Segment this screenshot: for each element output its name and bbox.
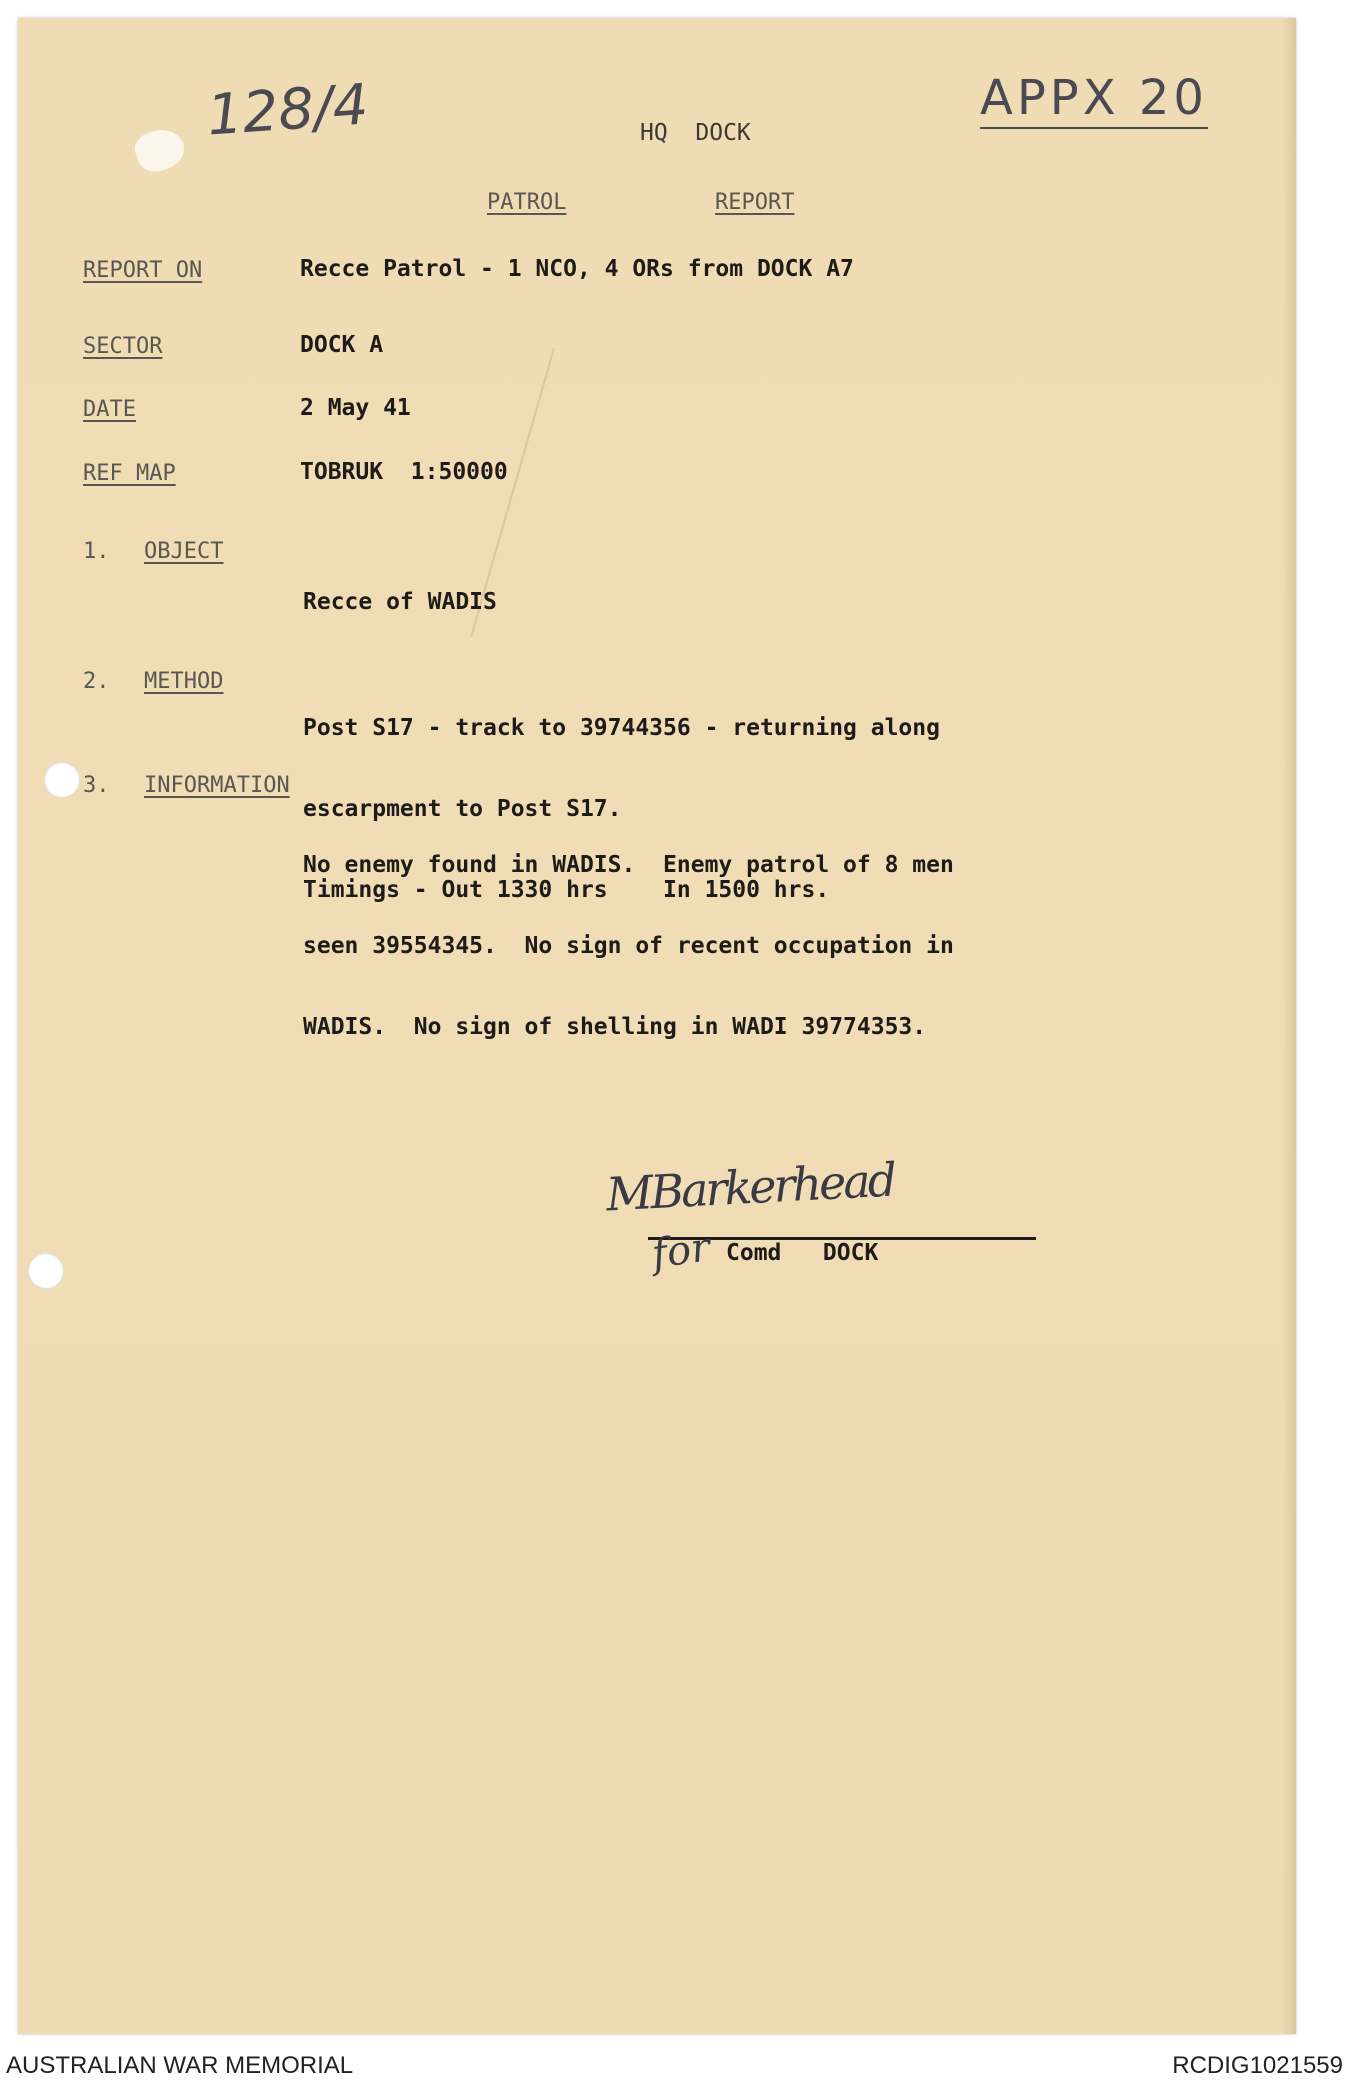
page-edge-shadow <box>1282 18 1296 2034</box>
field-value-date: 2 May 41 <box>300 395 411 421</box>
section-number-method: 2. <box>83 669 110 694</box>
field-label-date: DATE <box>83 397 136 422</box>
section-body-information <box>303 798 954 1068</box>
section-label-information: INFORMATION <box>144 773 290 798</box>
signatory-title: Comd DOCK <box>726 1240 879 1266</box>
field-value-ref-map: TOBRUK 1:50000 <box>300 459 508 485</box>
title-word-patrol: PATROL <box>487 190 567 215</box>
field-value-sector: DOCK A <box>300 332 384 358</box>
section-number-object: 1. <box>83 539 110 564</box>
field-label-report-on: REPORT ON <box>83 258 203 283</box>
text-line: No enemy found in WADIS. Enemy patrol of 8 men <box>303 852 954 878</box>
punch-hole-lower <box>28 1253 64 1289</box>
field-label-ref-map: REF MAP <box>83 461 176 486</box>
text-line: Timings - Out 1330 hrs In 1500 hrs. <box>303 877 830 903</box>
section-label-object: OBJECT <box>144 539 224 564</box>
field-label-sector: SECTOR <box>83 334 163 359</box>
for-handwritten: for <box>649 1224 713 1278</box>
appendix-label-handwritten: APPX 20 <box>980 72 1208 129</box>
text-line: Recce of WADIS <box>303 589 497 615</box>
field-value-report-on: Recce Patrol - 1 NCO, 4 ORs from DOCK A7 <box>300 256 854 282</box>
text-line: escarpment to Post S17. <box>303 796 622 822</box>
tape-residue <box>131 123 190 177</box>
text-line: seen 39554345. No sign of recent occupation in <box>303 933 954 959</box>
punch-hole-upper <box>44 762 80 798</box>
title-word-report: REPORT <box>715 190 795 215</box>
footer-record-id: RCDIG1021559 <box>1172 2052 1343 2079</box>
signature: MBarkerhead <box>604 1152 896 1222</box>
section-label-method: METHOD <box>144 669 224 694</box>
footer-source: AUSTRALIAN WAR MEMORIAL <box>6 2052 354 2079</box>
unit-heading: HQ DOCK <box>640 120 751 146</box>
file-number-handwritten: 128/4 <box>204 72 371 149</box>
text-line: WADIS. No sign of shelling in WADI 39774353. <box>303 1014 927 1040</box>
section-number-information: 3. <box>83 773 110 798</box>
section-body-object <box>303 535 497 643</box>
text-line: Post S17 - track to 39744356 - returning along <box>303 715 940 741</box>
